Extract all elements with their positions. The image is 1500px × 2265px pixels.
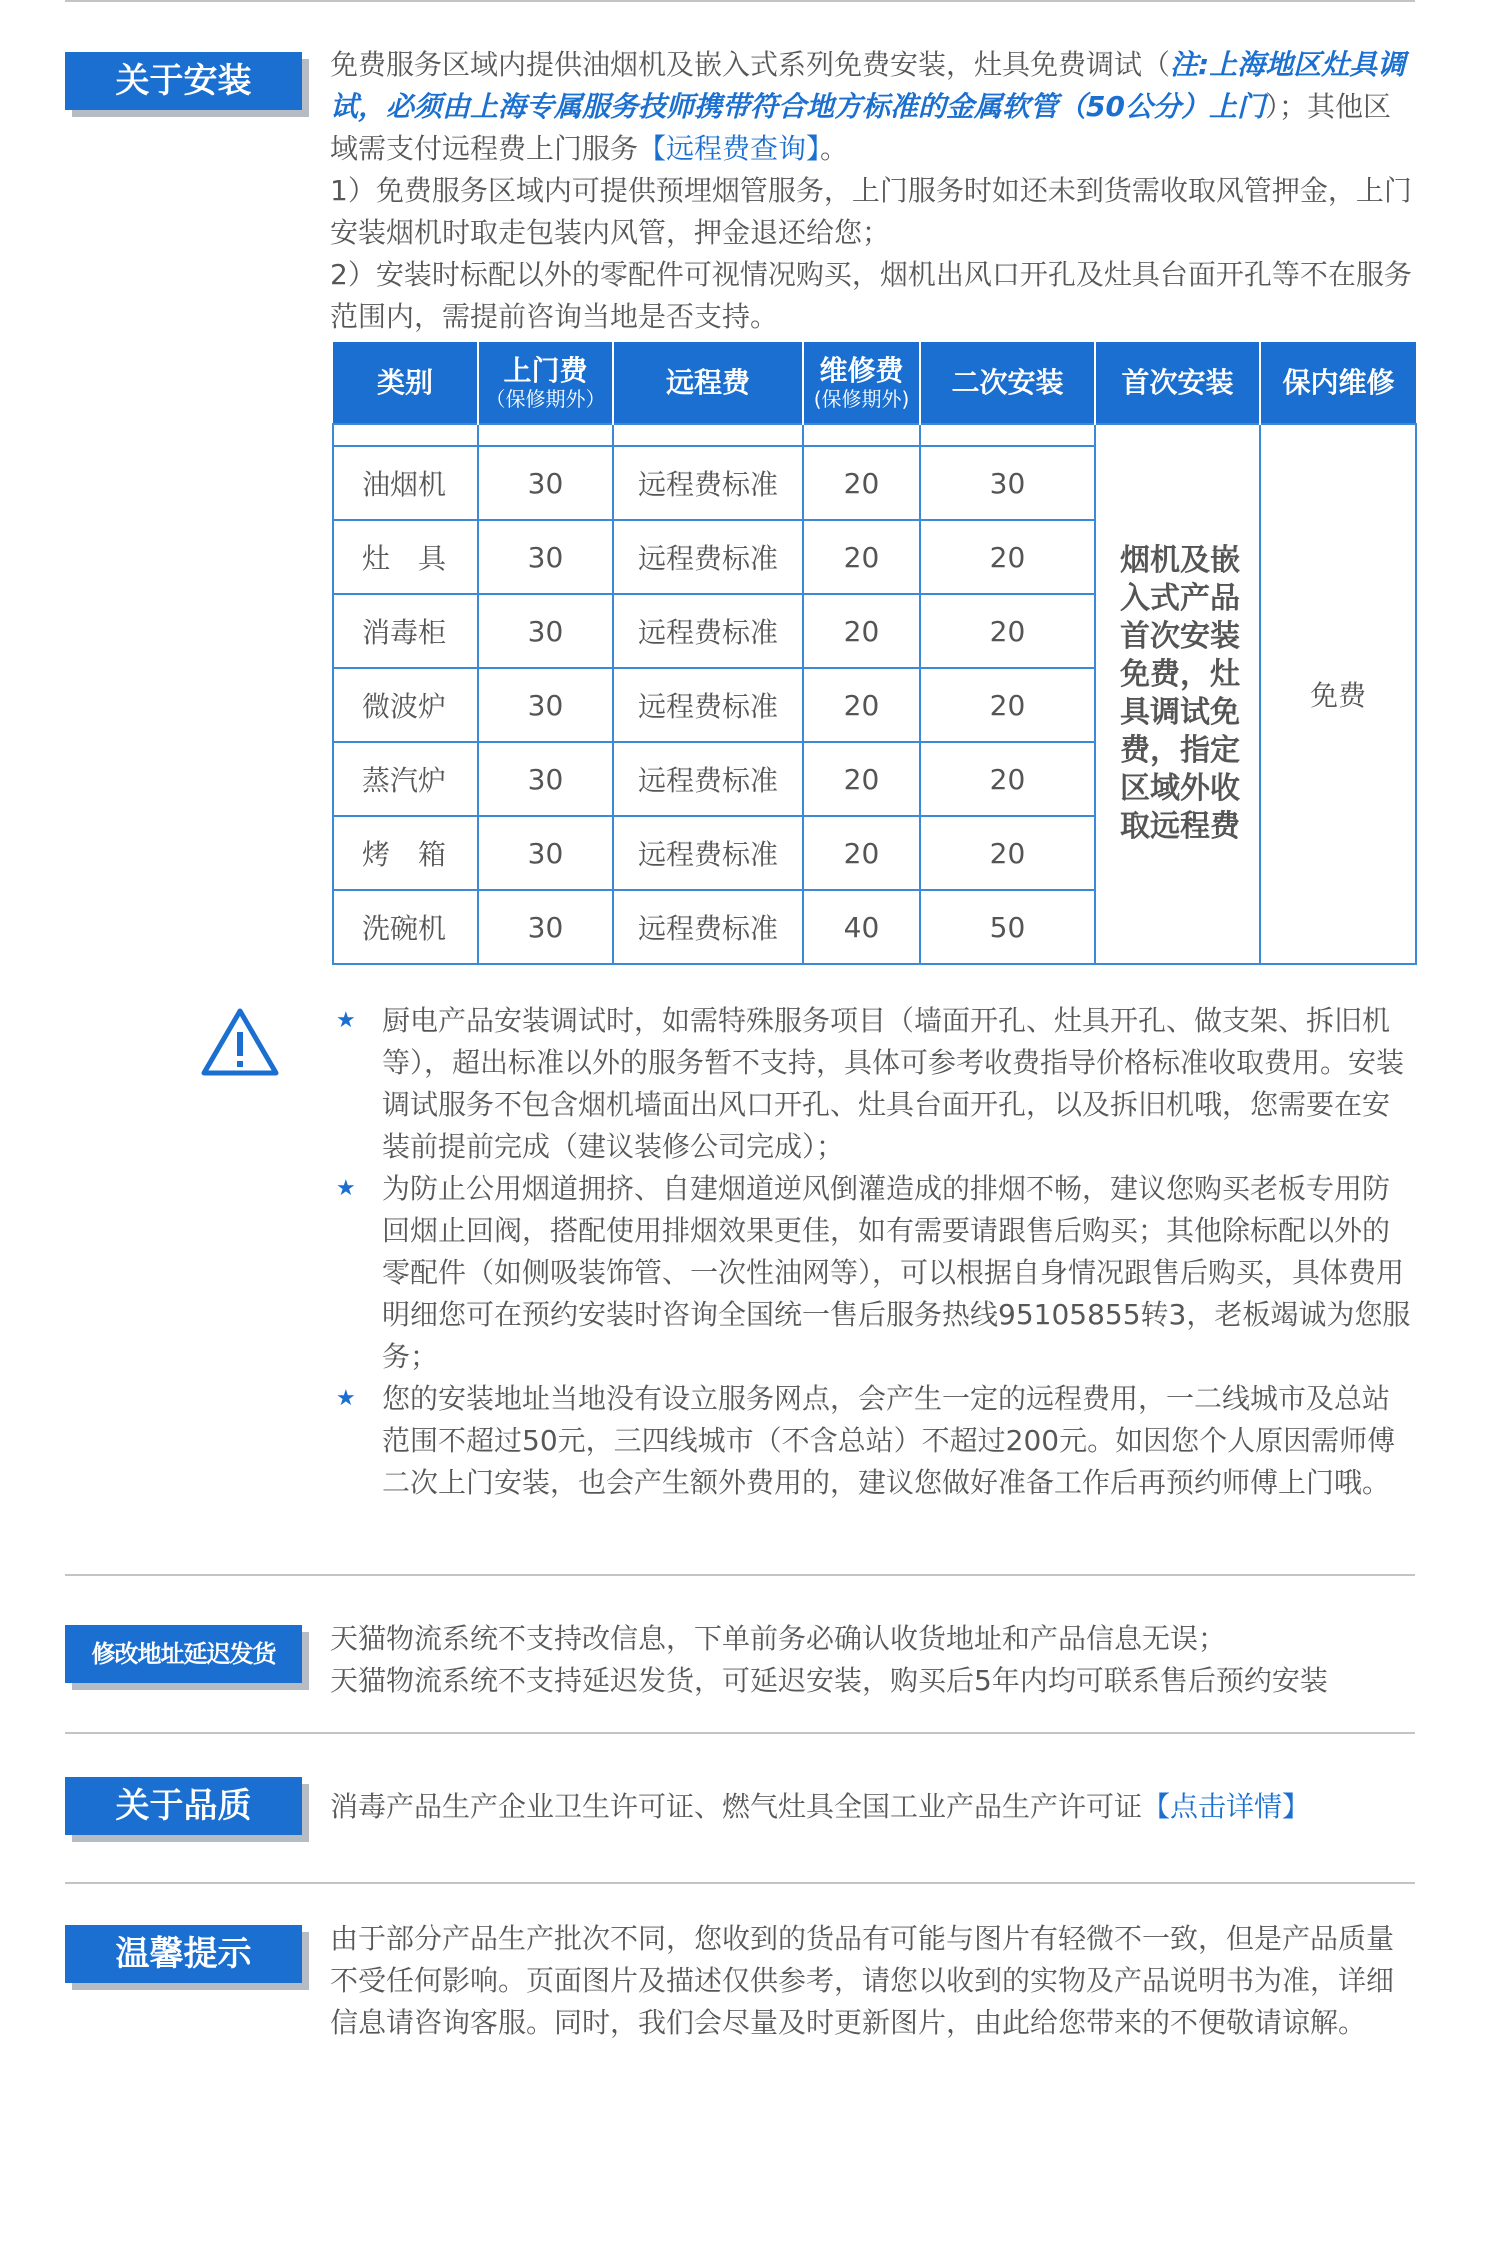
header-repair-fee: 维修费 (保修期外): [803, 342, 920, 424]
install-intro-pre: 免费服务区域内提供油烟机及嵌入式系列免费安装，灶具免费调试（: [330, 48, 1171, 81]
section-divider: [65, 1574, 1415, 1576]
header-visit-fee: 上门费 （保修期外）: [478, 342, 613, 424]
fee-table-header: [333, 342, 1416, 424]
table-row: 蒸汽炉 30 远程费标准 20 20: [333, 742, 1416, 816]
quality-section-tag: 关于品质: [65, 1777, 302, 1835]
table-row: 消毒柜 30 远程费标准 20 20: [333, 594, 1416, 668]
quality-details-link[interactable]: 【点击详情】: [1142, 1790, 1311, 1823]
list-item: ★ 您的安装地址当地没有设立服务网点，会产生一定的远程费用，一二线城市及总站范围不超过50元，三四线城市（不含总站）不超过200元。如因您个人原因需师傅二次上门安装，也会产生额外费用的，建议您做好准备工作后再预约师傅上门哦。: [330, 1378, 1415, 1504]
first-install-note: 烟机及嵌入式产品首次安装免费，灶具调试免费，指定区域外收取远程费: [1095, 424, 1260, 964]
star-icon: ★: [336, 1008, 356, 1033]
remote-fee-query-link[interactable]: 【远程费查询】: [638, 132, 821, 165]
install-point-2: 2）安装时标配以外的零配件可视情况购买，烟机出风口开孔及灶具台面开孔等不在服务范围内，需提前咨询当地是否支持。: [330, 258, 1412, 333]
section-divider: [65, 1882, 1415, 1884]
quality-text: [330, 1786, 1415, 1828]
warning-icon: [200, 1006, 280, 1078]
table-row: 烤 箱 30 远程费标准 20 20: [333, 816, 1416, 890]
shanghai-note: 注:上海地区灶具调试，必须由上海专属服务技师携带符合地方标准的金属软管（50公分）上门: [330, 48, 1406, 123]
table-row: 洗碗机 30 远程费标准 40 50: [333, 890, 1416, 964]
address-section-tag: 修改地址延迟发货: [65, 1625, 302, 1683]
table-row: 微波炉 30 远程费标准 20 20: [333, 668, 1416, 742]
list-item: ★ 厨电产品安装调试时，如需特殊服务项目（墙面开孔、灶具开孔、做支架、拆旧机等），超出标准以外的服务暂不支持，具体可参考收费指导价格标准收取费用。安装调试服务不包含烟机墙面出风口开孔、灶具台面开孔，以及拆旧机哦，您需要在安装前提前完成（建议装修公司完成）；: [330, 1000, 1415, 1168]
quality-licenses: 消毒产品生产企业卫生许可证、燃气灶具全国工业产品生产许可证: [330, 1790, 1143, 1823]
address-line-1: 天猫物流系统不支持改信息，下单前务必确认收货地址和产品信息无误；: [330, 1622, 1227, 1655]
fee-table: [332, 342, 1417, 965]
top-divider: [65, 0, 1415, 2]
star-icon: ★: [336, 1176, 356, 1201]
address-line-2: 天猫物流系统不支持延迟发货，可延迟安装，购买后5年内均可联系售后预约安装: [330, 1664, 1328, 1697]
header-remote-fee: 远程费: [613, 342, 803, 424]
star-icon: ★: [336, 1386, 356, 1411]
header-warranty-repair: 保内维修: [1260, 342, 1416, 424]
address-text: [330, 1618, 1415, 1702]
tips-section-tag: 温馨提示: [65, 1925, 302, 1983]
table-row: 油烟机 30 远程费标准 20 30: [333, 446, 1416, 520]
header-second-install: 二次安装: [920, 342, 1095, 424]
install-section-tag: 关于安装: [65, 52, 302, 110]
install-point-1: 1）免费服务区域内可提供预埋烟管服务，上门服务时如还未到货需收取风管押金，上门安装烟机时取走包装内风管，押金退还给您；: [330, 174, 1412, 249]
header-category: 类别: [333, 342, 478, 424]
table-row: 灶 具 30 远程费标准 20 20: [333, 520, 1416, 594]
tips-text: 由于部分产品生产批次不同，您收到的货品有可能与图片有轻微不一致，但是产品质量不受任何影响。页面图片及描述仅供参考，请您以收到的实物及产品说明书为准，详细信息请咨询客服。同时，我们会尽量及时更新图片，由此给您带来的不便敬请谅解。: [330, 1922, 1395, 2039]
section-divider: [65, 1732, 1415, 1734]
notes-list: [330, 1000, 1415, 1504]
list-item: ★ 为防止公用烟道拥挤、自建烟道逆风倒灌造成的排烟不畅，建议您购买老板专用防回烟止回阀，搭配使用排烟效果更佳，如有需要请跟售后购买；其他除标配以外的零配件（如侧吸装饰管、一次性油网等），可以根据自身情况跟售后购买，具体费用明细您可在预约安装时咨询全国统一售后服务热线95105855转3，老板竭诚为您服务；: [330, 1168, 1415, 1378]
install-intro-mid: ）；其他区域需支付远程费上门服务: [330, 90, 1391, 165]
install-intro: 免费服务区域内提供油烟机及嵌入式系列免费安装，灶具免费调试（注:上海地区灶具调试，必须由上海专属服务技师携带符合地方标准的金属软管（50公分）上门）；其他区域需支付远程费上门服务【远程费查询】。 1）免费服务区域内可提供预埋烟管服务，上门服务时如还未到货需收取风管押金，上门安装烟机时取走包装内风管，押金退还给您； 2）安装时标配以外的零配件可视情况购买，烟机出风口开孔及灶具台面开孔等不在服务范围内，需提前咨询当地是否支持。: [330, 44, 1415, 338]
header-first-install: 首次安装: [1095, 342, 1260, 424]
warranty-repair-value: 免费: [1260, 424, 1416, 964]
